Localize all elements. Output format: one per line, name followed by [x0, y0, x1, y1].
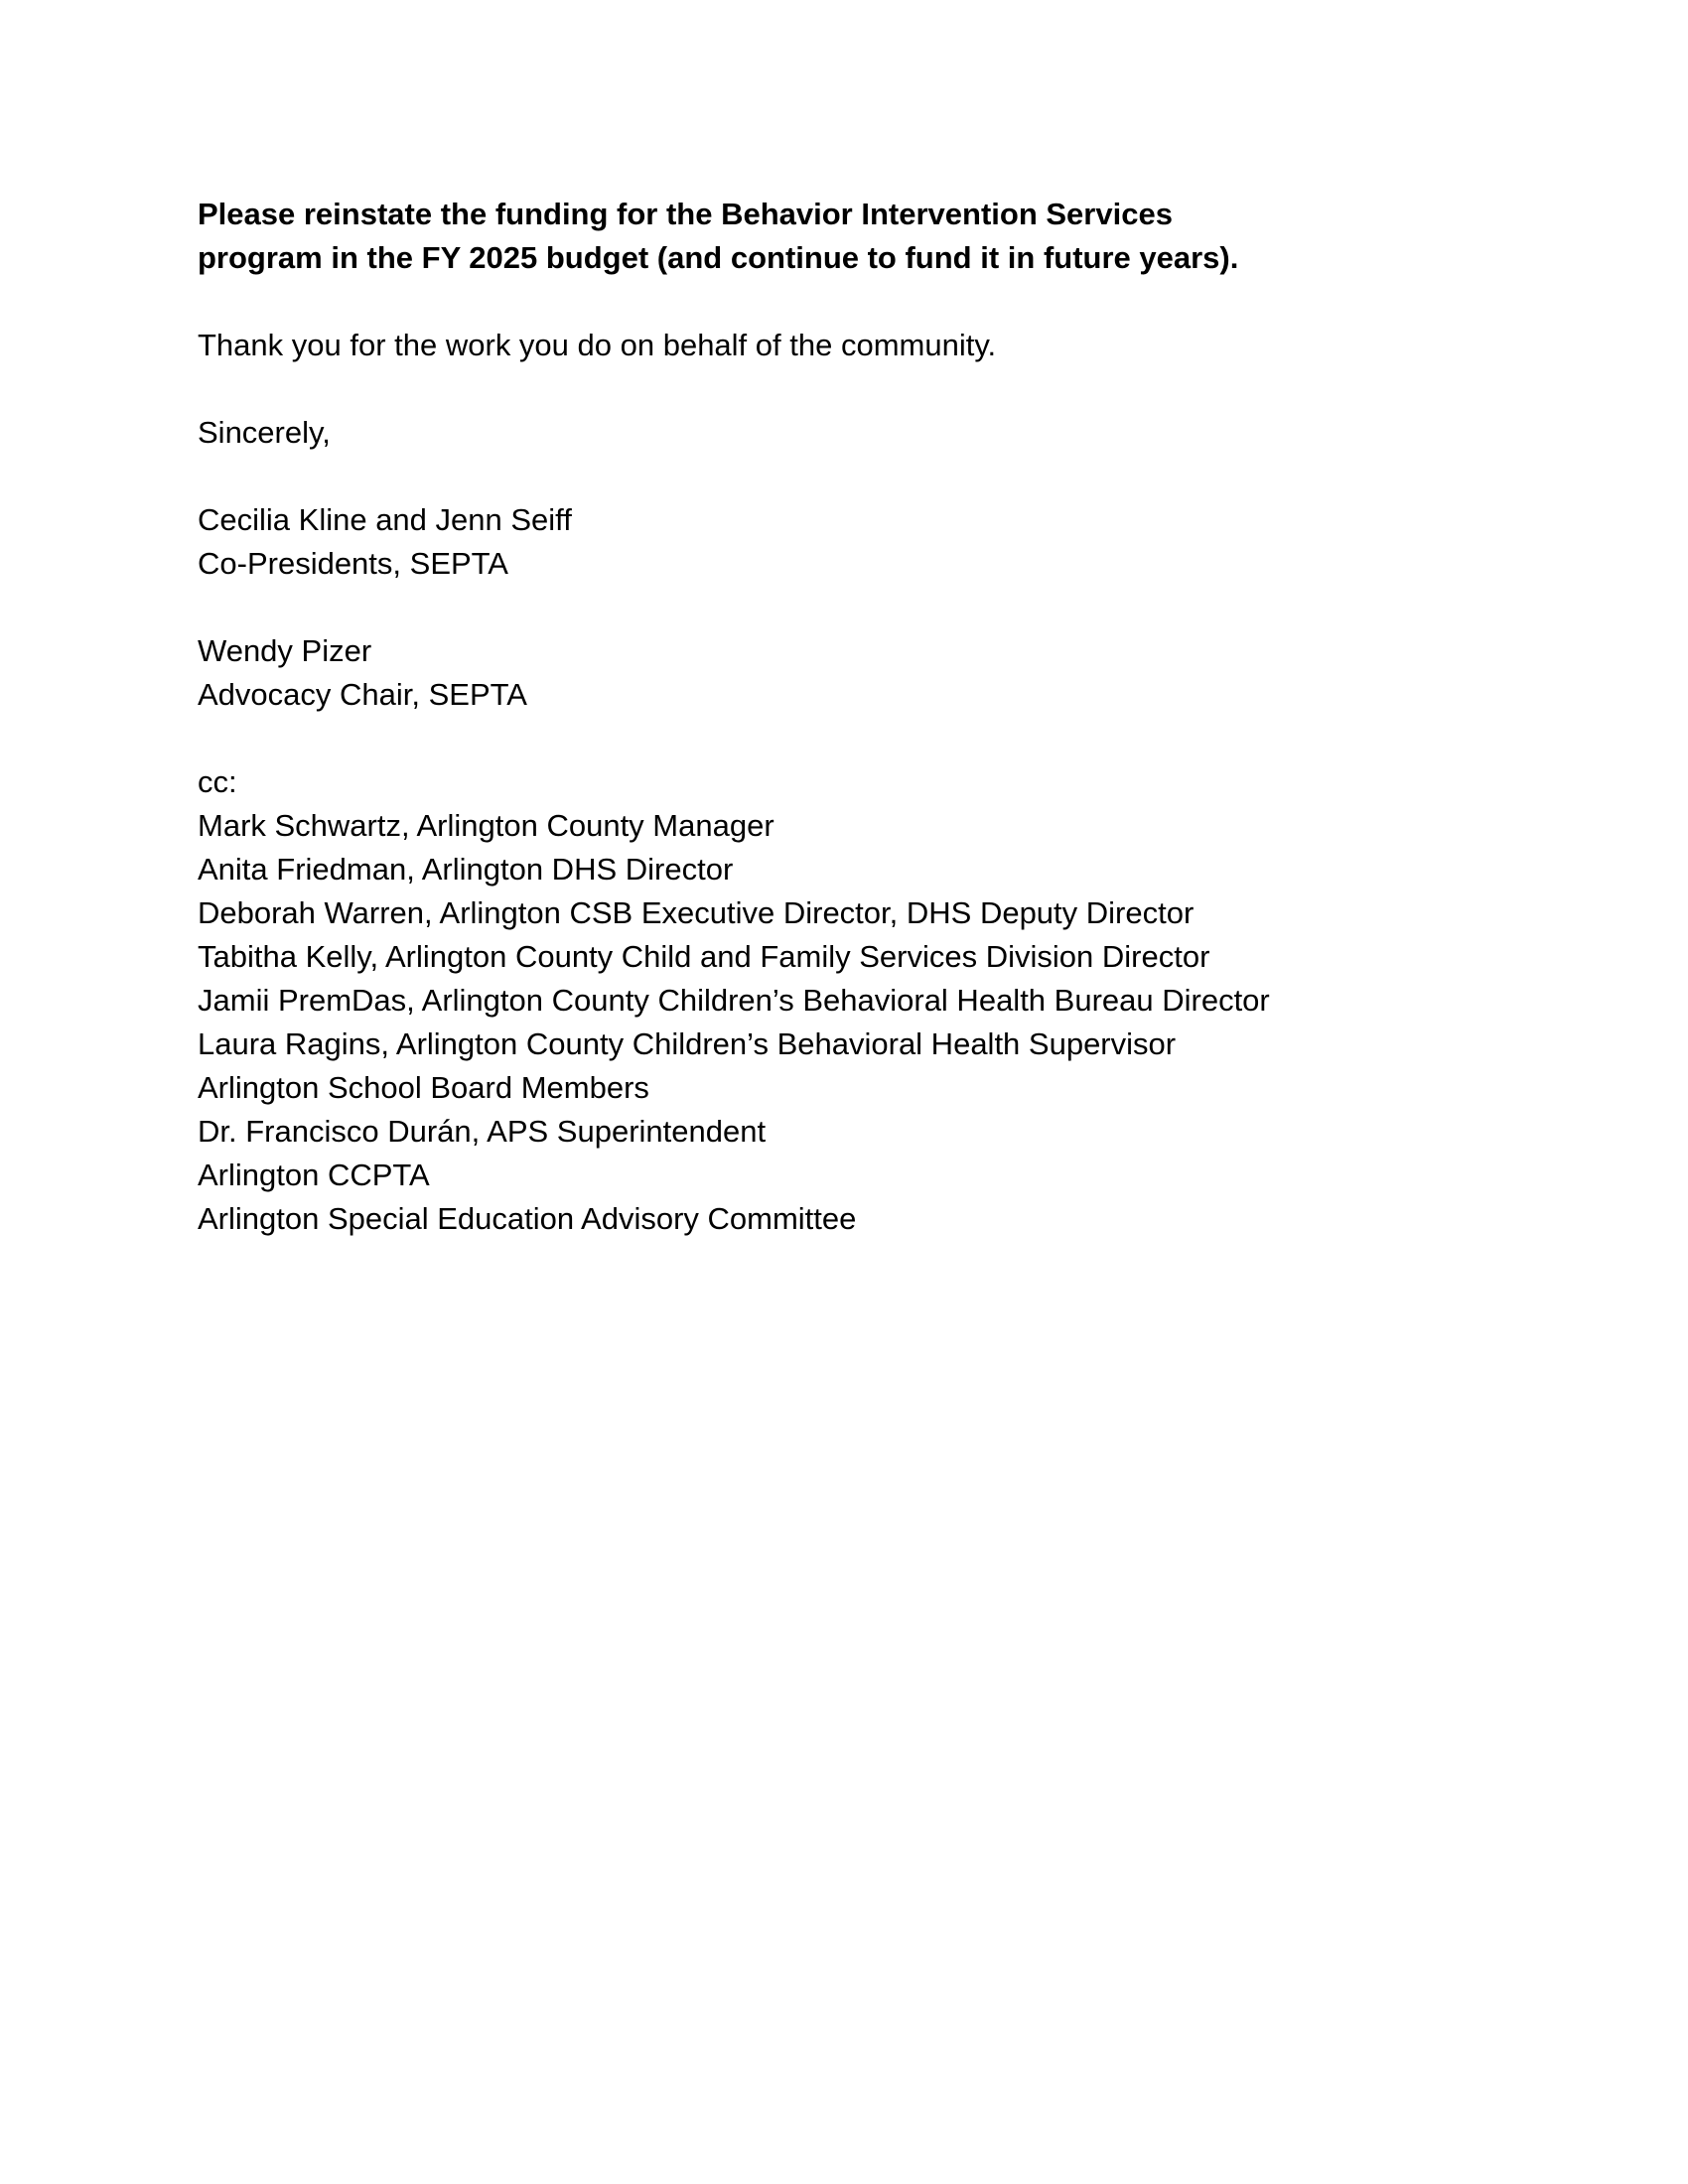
cc-recipient: Laura Ragins, Arlington County Children’s Behavioral Health Supervisor: [198, 1026, 1177, 1061]
cc-recipient: Mark Schwartz, Arlington County Manager: [198, 808, 774, 843]
cc-recipient: Jamii PremDas, Arlington County Children’s Behavioral Health Bureau Director: [198, 983, 1270, 1018]
funding-request: [198, 193, 1488, 280]
paragraph-gap: [198, 280, 1488, 324]
funding-request-line-1: Please reinstate the funding for the Behavior Intervention Services: [198, 197, 1173, 231]
funding-request-line-2: program in the FY 2025 budget (and continue to fund it in future years).: [198, 240, 1239, 275]
signature-block-advocacy-chair: [198, 629, 1488, 717]
cc-recipient: Anita Friedman, Arlington DHS Director: [198, 852, 734, 887]
signatory-title: Co-Presidents, SEPTA: [198, 546, 508, 581]
signatory-name: Cecilia Kline and Jenn Seiff: [198, 502, 572, 537]
thank-you-line: Thank you for the work you do on behalf of the community.: [198, 328, 997, 362]
cc-recipient: Tabitha Kelly, Arlington County Child and Family Services Division Director: [198, 939, 1210, 974]
paragraph-gap: [198, 586, 1488, 629]
signatory-title: Advocacy Chair, SEPTA: [198, 677, 527, 712]
paragraph-gap: [198, 717, 1488, 760]
cc-block: [198, 760, 1488, 1241]
cc-recipient: Arlington School Board Members: [198, 1070, 649, 1105]
paragraph-gap: [198, 367, 1488, 411]
signatory-name: Wendy Pizer: [198, 633, 372, 668]
cc-recipient: Deborah Warren, Arlington CSB Executive Director, DHS Deputy Director: [198, 895, 1195, 930]
cc-label: cc:: [198, 764, 237, 799]
cc-recipient: Arlington CCPTA: [198, 1158, 430, 1192]
cc-recipient: Dr. Francisco Durán, APS Superintendent: [198, 1114, 767, 1149]
cc-recipient: Arlington Special Education Advisory Committee: [198, 1201, 857, 1236]
letter-body: [198, 193, 1488, 1241]
closing: Sincerely,: [198, 415, 331, 450]
paragraph-gap: [198, 455, 1488, 498]
signature-block-copresidents: [198, 498, 1488, 586]
